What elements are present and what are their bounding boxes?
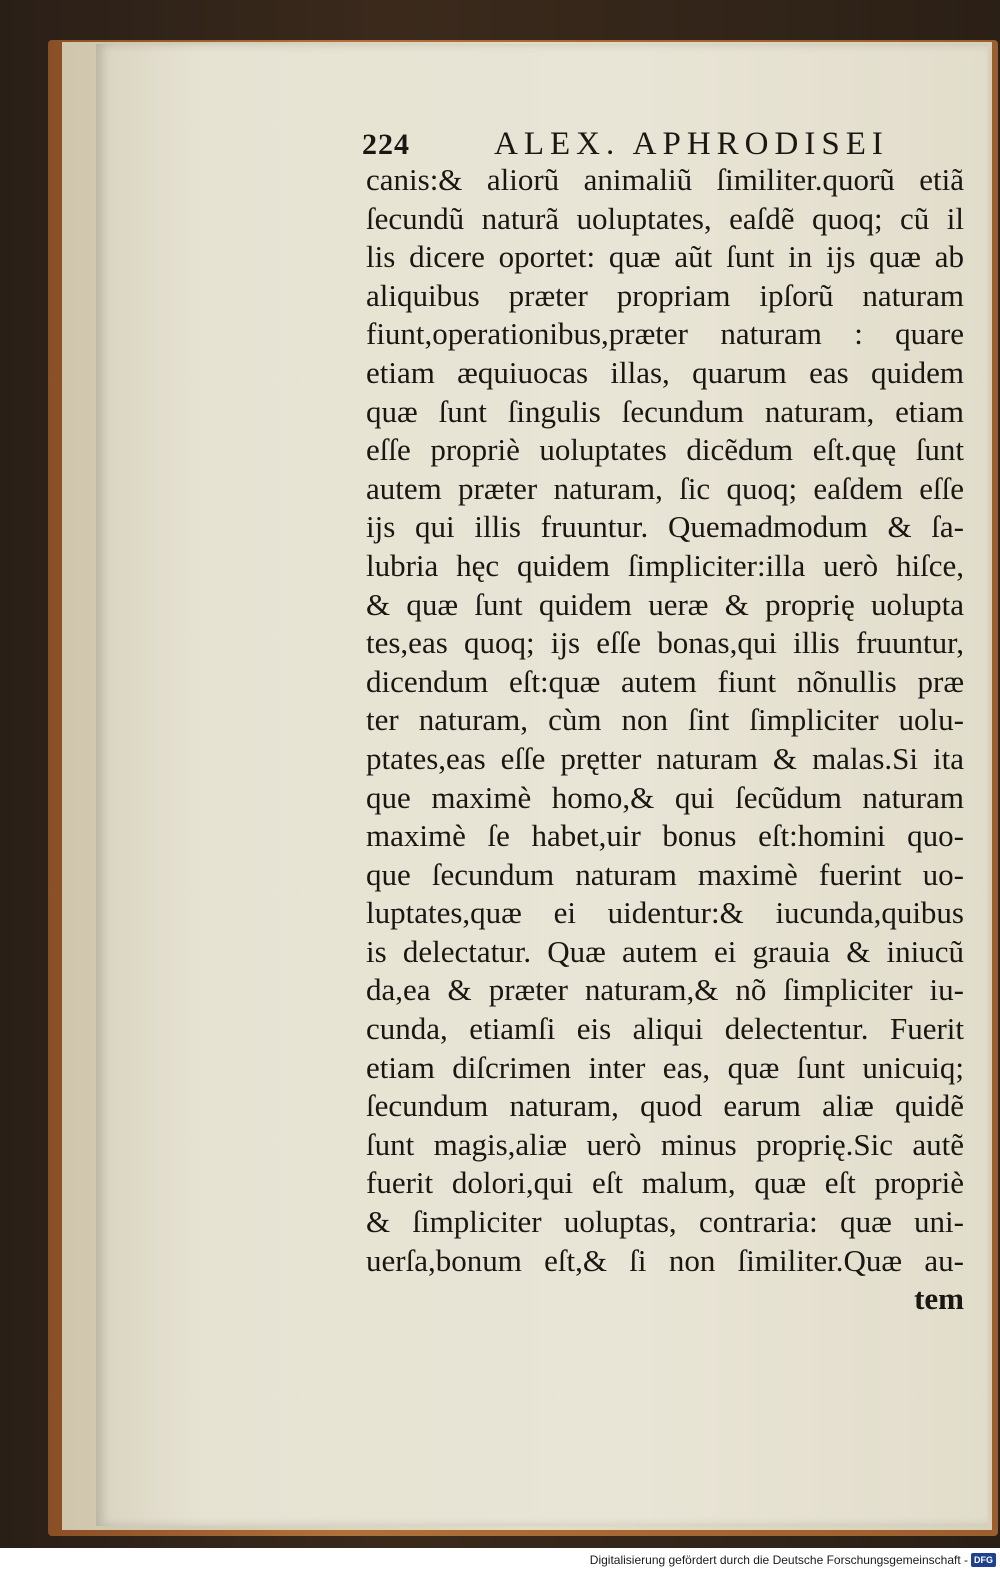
text-line: lubria hęc quidem ſimpliciter:illa uerò hiſce, [366, 547, 964, 583]
text-line: fuerit dolori,qui eſt malum, quæ eſt propriè [366, 1165, 964, 1201]
text-line: fiunt,operationibus,præter naturam : quare [366, 316, 964, 352]
page-number: 224 [362, 128, 410, 161]
text-line: dicendum eſt:quæ autem fiunt nõnullis præ [366, 663, 964, 699]
text-line: etiam æquiuocas illas, quarum eas quidem [366, 354, 964, 390]
footer-bar [0, 1548, 1000, 1573]
text-line: aliquibus præter propriam ipſorũ naturam [366, 277, 964, 313]
text-line: uerſa,bonum eſt,& ſi non ſimiliter.Quæ au- [366, 1242, 964, 1278]
text-block [366, 161, 964, 1319]
text-line: ſunt magis,aliæ uerò minus proprię.Sic autẽ [366, 1126, 964, 1162]
footer-credit: Digitalisierung gefördert durch die Deutsche Forschungsgemeinschaft - [589, 1553, 968, 1567]
text-line: & ſimpliciter uoluptas, contraria: quæ uni- [366, 1204, 964, 1240]
text-line: ter naturam, cùm non ſint ſimpliciter uolu- [366, 702, 964, 738]
text-line: da,ea & præter naturam,& nõ ſimpliciter iu- [366, 972, 964, 1008]
text-line: ſecundũ naturã uoluptates, eaſdẽ quoq; cũ il [366, 200, 964, 236]
catchword: tem [914, 1281, 964, 1317]
text-line: luptates,quæ ei uidentur:& iucunda,quibus [366, 895, 964, 931]
text-line: ijs qui illis fruuntur. Quemadmodum & ſa- [366, 509, 964, 545]
text-line: ſecundum naturam, quod earum aliæ quidẽ [366, 1088, 964, 1124]
text-line: etiam diſcrimen inter eas, quæ ſunt unicuiq; [366, 1049, 964, 1085]
running-head: ALEX. APHRODISEI [494, 126, 889, 162]
text-line: & quæ ſunt quidem ueræ & proprię uolupta [366, 586, 964, 622]
text-line: quæ ſunt ſingulis ſecundum naturam, etiam [366, 393, 964, 429]
text-line: is delectatur. Quæ autem ei grauia & iniucũ [366, 933, 964, 969]
text-line: tes,eas quoq; ijs eſſe bonas,qui illis fruuntur, [366, 625, 964, 661]
text-line: que ſecundum naturam maximè fuerint uo- [366, 856, 964, 892]
text-line: que maximè homo,& qui ſecũdum naturam [366, 779, 964, 815]
text-line: eſſe propriè uoluptates dicẽdum eſt.quę ſunt [366, 432, 964, 468]
text-line: canis:& aliorũ animaliũ ſimiliter.quorũ etiã [366, 162, 964, 197]
text-line: cunda, etiamſi eis aliqui delectentur. Fuerit [366, 1011, 964, 1047]
text-line: autem præter naturam, ſic quoq; eaſdem eſſe [366, 470, 964, 506]
text-line: maximè ſe habet,uir bonus eſt:homini quo- [366, 818, 964, 854]
text-line: ptates,eas eſſe prętter naturam & malas.Si ita [366, 740, 964, 776]
dfg-logo: DFG [971, 1553, 996, 1567]
text-line: lis dicere oportet: quæ aũt ſunt in ijs quæ ab [366, 239, 964, 275]
